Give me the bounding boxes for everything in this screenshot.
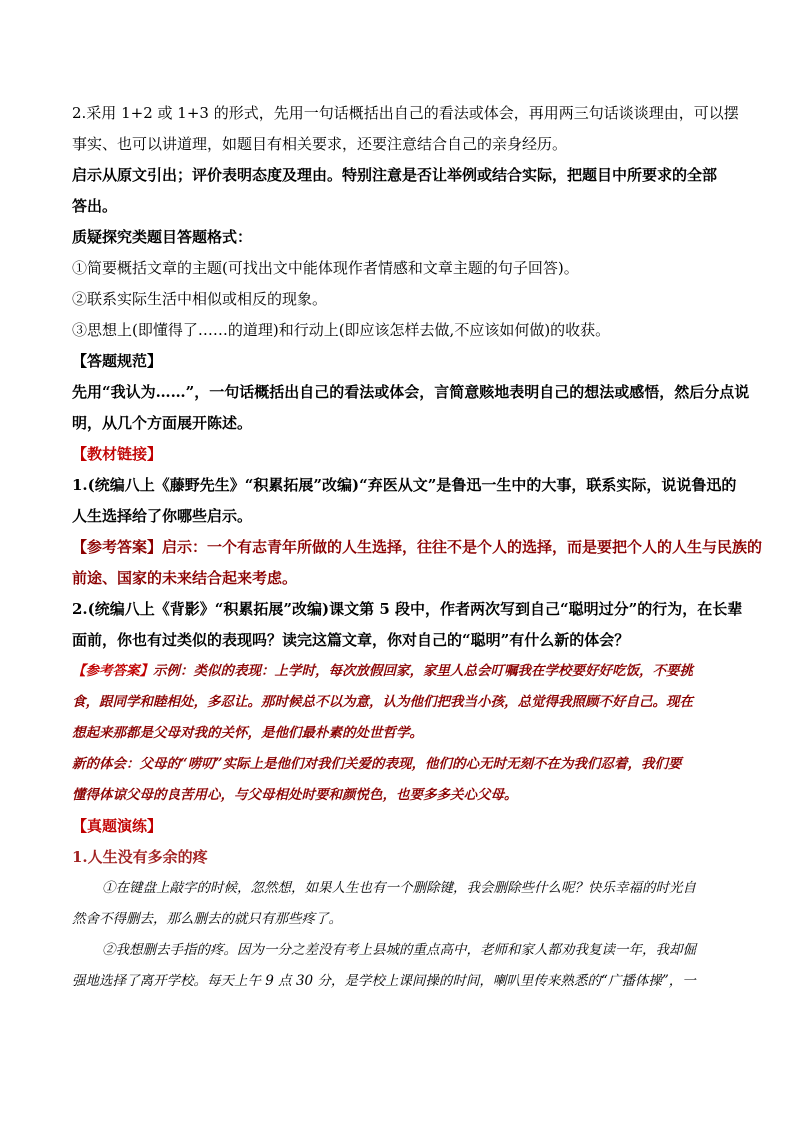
p4-line1: 先用“我认为……”，一句话概括出自己的看法或体会，言简意赅地表明自己的想法或感悟，然后分点说 — [72, 383, 750, 401]
question-2-line1: 2.(统编八上《背影》“积累拓展”改编)课文第 5 段中，作者两次写到自己“聪明过分”的行为，在长辈 — [72, 600, 743, 618]
article-p2-line1: ②我想删去手指的疼。因为一分之差没有考上县城的重点高中，老师和家人都劝我复读一年，我却倔 — [102, 942, 696, 958]
section-heading-question-format: 质疑探究类题目答题格式： — [72, 228, 253, 246]
heading-textbook-link: 【教材链接】 — [72, 445, 163, 463]
p2-line2: 答出。 — [72, 197, 118, 215]
heading-practice: 【真题演练】 — [72, 817, 163, 835]
answer-2b-line2: 懂得体谅父母的良苦用心，与父母相处时要和颜悦色，也要多多关心父母。 — [72, 787, 518, 803]
list-item: ①简要概括文章的主题(可找出文中能体现作者情感和文章主题的句子回答)。 — [72, 259, 579, 277]
p1-line2: 事实、也可以讲道理，如题目有相关要求，还要注意结合自己的亲身经历。 — [72, 135, 568, 153]
heading-answer-norm: 【答题规范】 — [72, 352, 163, 370]
p1-line1: 2.采用 1+2 或 1+3 的形式，先用一句话概括出自己的看法或体会，再用两三句话谈谈理由，可以摆 — [72, 104, 739, 122]
question-1-line2: 人生选择给了你哪些启示。 — [72, 507, 253, 525]
answer-2-text: 示例：类似的表现：上学时，每次放假回家，家里人总会叮嘱我在学校要好好吃饭，不要挑 — [153, 663, 693, 679]
article-p1-line2: 然舍不得删去，那么删去的就只有那些疼了。 — [72, 911, 342, 927]
answer-1-line1 — [72, 532, 763, 563]
answer-2-line1 — [72, 656, 722, 687]
article-p2-line2: 强地选择了离开学校。每天上午 9 点 30 分，是学校上课间操的时间，喇叭里传来熟悉的“广播体操”，一 — [72, 973, 696, 989]
article-title: 1.人生没有多余的疼 — [72, 848, 208, 866]
question-2-line2: 面前，你也有过类似的表现吗？读完这篇文章，你对自己的“聪明”有什么新的体会？ — [72, 631, 630, 649]
question-1-line1: 1.(统编八上《藤野先生》“积累拓展”改编)“弃医从文”是鲁迅一生中的大事，联系实际，说说鲁迅的 — [72, 476, 737, 494]
answer-2-line2: 食，跟同学和睦相处，多忍让。那时候总不以为意，认为他们把我当小孩，总觉得我照顾不好自己。现在 — [72, 694, 693, 710]
list-item: ②联系实际生活中相似或相反的现象。 — [72, 290, 328, 308]
article-p1-line1: ①在键盘上敲字的时候，忽然想，如果人生也有一个删除键，我会删除些什么呢？快乐幸福的时光自 — [102, 880, 696, 896]
list-item: ③思想上(即懂得了……的道理)和行动上(即应该怎样去做,不应该如何做)的收获。 — [72, 321, 611, 339]
answer-1-line2: 前途、国家的未来结合起来考虑。 — [72, 569, 298, 587]
p4-line2: 明，从几个方面展开陈述。 — [72, 414, 253, 432]
answer-label: 【参考答案】 — [72, 663, 153, 679]
answer-2b-line1: 新的体会：父母的“唠叨”实际上是他们对我们关爱的表现，他们的心无时无刻不在为我们忍着，我们要 — [72, 756, 682, 772]
p2-line1: 启示从原文引出；评价表明态度及理由。特别注意是否让举例或结合实际，把题目中所要求的全部 — [72, 166, 718, 184]
document-page — [72, 98, 763, 997]
answer-2-line3: 想起来那都是父母对我的关怀，是他们最朴素的处世哲学。 — [72, 725, 423, 741]
answer-label: 【参考答案】 — [72, 538, 163, 556]
answer-1-text: 启示：一个有志青年所做的人生选择，往往不是个人的选择，而是要把个人的人生与民族的 — [162, 538, 763, 556]
